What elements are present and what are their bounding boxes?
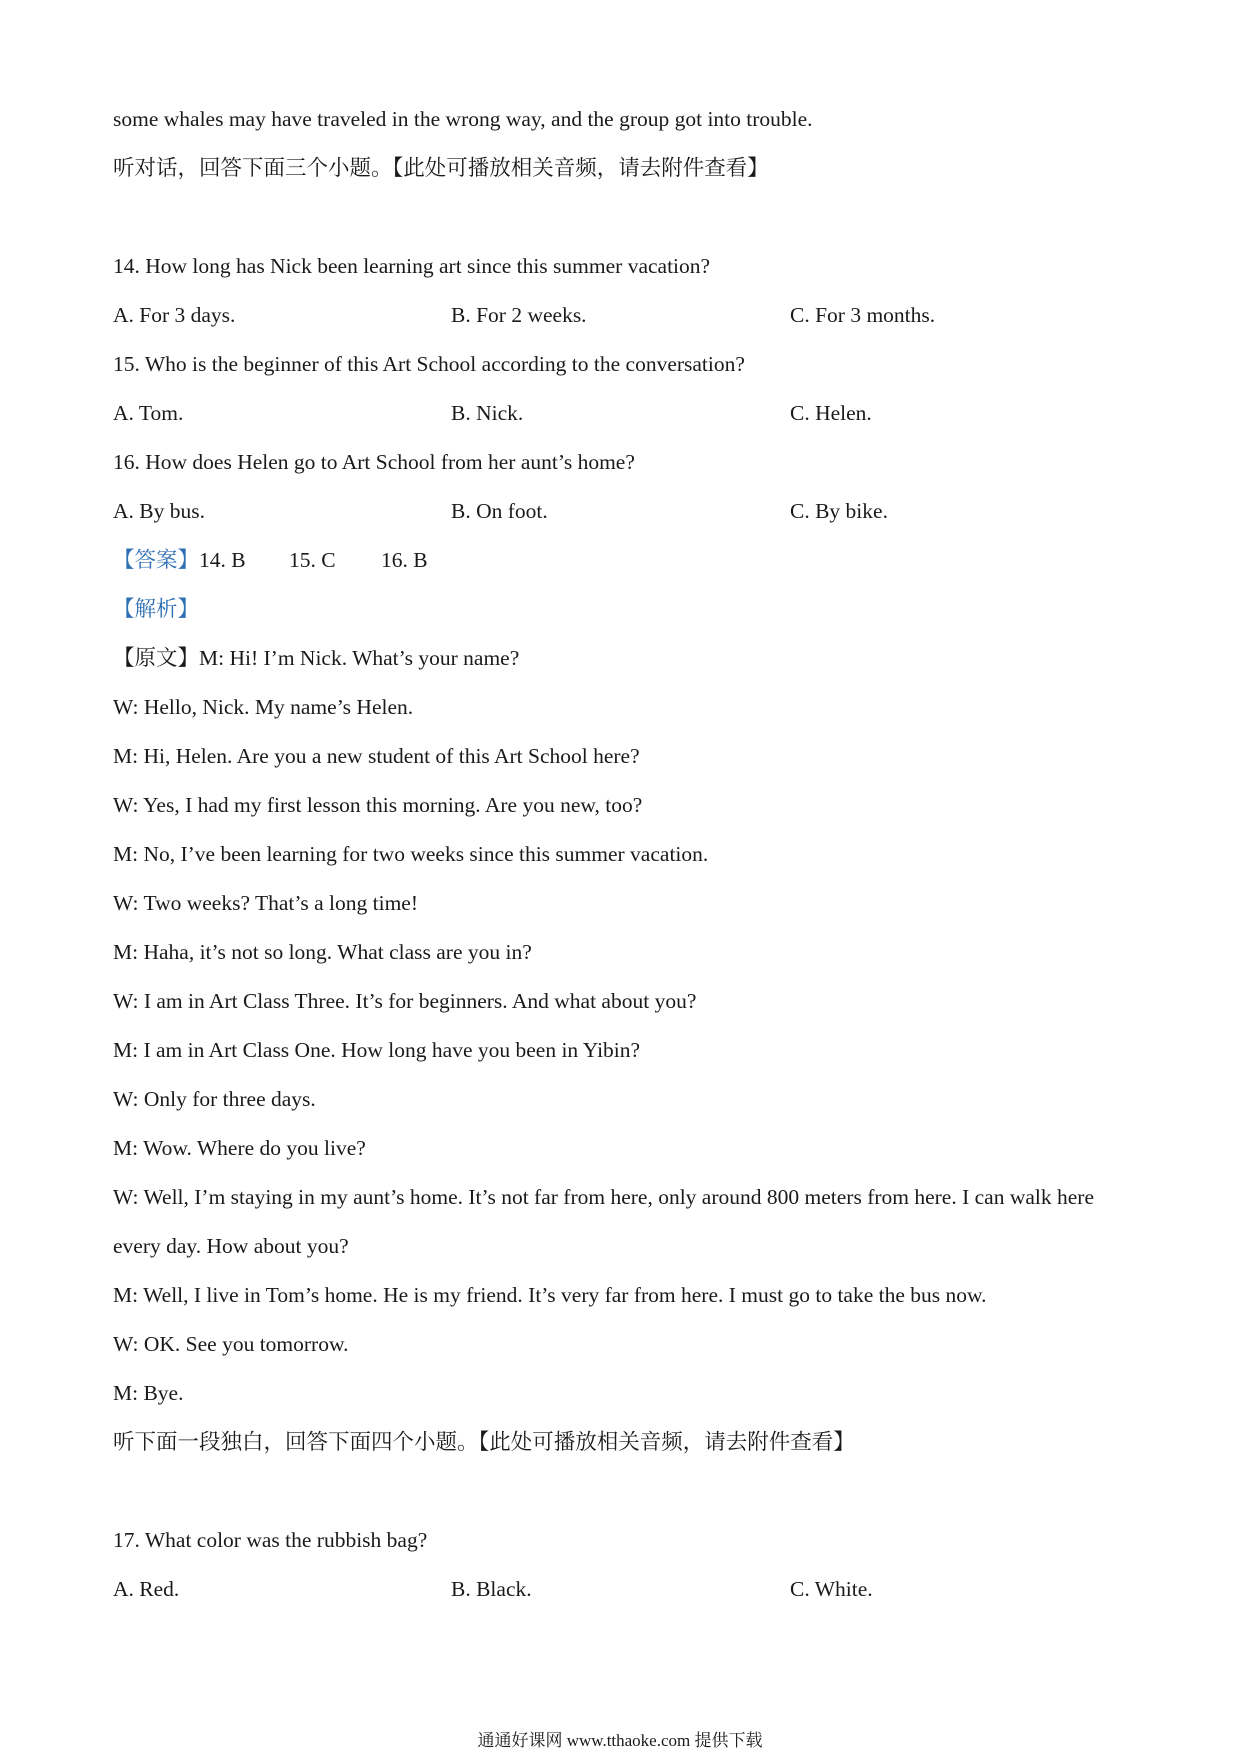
question-14-option-c: C. For 3 months.	[790, 303, 936, 327]
section-a-instruction: 听对话，回答下面三个小题。【此处可播放相关音频，请去附件查看】	[113, 156, 769, 180]
question-15-option-b: B. Nick.	[451, 401, 524, 425]
transcript-label: 【原文】	[113, 646, 200, 670]
question-14-option-a: A. For 3 days.	[113, 303, 236, 327]
question-14-option-b: B. For 2 weeks.	[451, 303, 587, 327]
question-15-option-a: A. Tom.	[113, 401, 184, 425]
question-17-option-b: B. Black.	[451, 1577, 532, 1601]
question-16-stem: 16. How does Helen go to Art School from her aunt’s home?	[113, 450, 635, 474]
transcript-line: W: Hello, Nick. My name’s Helen.	[113, 695, 414, 719]
section-b-instruction: 听下面一段独白，回答下面四个小题。【此处可播放相关音频，请去附件查看】	[113, 1430, 855, 1454]
transcript-line: W: Yes, I had my first lesson this morning. Are you new, too?	[113, 793, 643, 817]
answer-item: 14. B	[199, 548, 246, 572]
question-17-option-c: C. White.	[790, 1577, 873, 1601]
answer-label: 【答案】	[113, 548, 200, 572]
question-14-stem: 14. How long has Nick been learning art since this summer vacation?	[113, 254, 711, 278]
transcript-text: M: Hi! I’m Nick. What’s your name?	[199, 646, 520, 670]
transcript-line: M: Haha, it’s not so long. What class are you in?	[113, 940, 532, 964]
transcript-line: every day. How about you?	[113, 1234, 349, 1258]
transcript-line: M: Hi, Helen. Are you a new student of this Art School here?	[113, 744, 640, 768]
transcript-line: W: Two weeks? That’s a long time!	[113, 891, 418, 915]
page-footer: 通通好课网 www.tthaoke.com 提供下载	[477, 1731, 763, 1750]
question-15-stem: 15. Who is the beginner of this Art School according to the conversation?	[113, 352, 745, 376]
question-15-option-c: C. Helen.	[790, 401, 872, 425]
question-17-option-a: A. Red.	[113, 1577, 180, 1601]
intro-tail-text: some whales may have traveled in the wrong way, and the group got into trouble.	[113, 107, 813, 131]
transcript-line: M: Bye.	[113, 1381, 184, 1405]
transcript-line: W: OK. See you tomorrow.	[113, 1332, 349, 1356]
answer-row	[113, 546, 428, 574]
question-16-option-a: A. By bus.	[113, 499, 205, 523]
transcript-line: W: Well, I’m staying in my aunt’s home. It’s not far from here, only around 800 meters from here. I can walk here	[113, 1185, 1095, 1209]
analysis-label: 【解析】	[113, 597, 200, 621]
question-16-option-c: C. By bike.	[790, 499, 888, 523]
answer-item: 15. C	[289, 548, 336, 572]
transcript-line: M: No, I’ve been learning for two weeks since this summer vacation.	[113, 842, 709, 866]
transcript-line: M: Well, I live in Tom’s home. He is my friend. It’s very far from here. I must go to take the bus now.	[113, 1283, 987, 1307]
question-17-stem: 17. What color was the rubbish bag?	[113, 1528, 428, 1552]
transcript-line: M: I am in Art Class One. How long have you been in Yibin?	[113, 1038, 641, 1062]
question-16-option-b: B. On foot.	[451, 499, 548, 523]
transcript-line: W: Only for three days.	[113, 1087, 316, 1111]
answer-item: 16. B	[381, 548, 428, 572]
transcript-line	[113, 644, 519, 672]
transcript-line: W: I am in Art Class Three. It’s for beginners. And what about you?	[113, 989, 697, 1013]
transcript-line: M: Wow. Where do you live?	[113, 1136, 366, 1160]
